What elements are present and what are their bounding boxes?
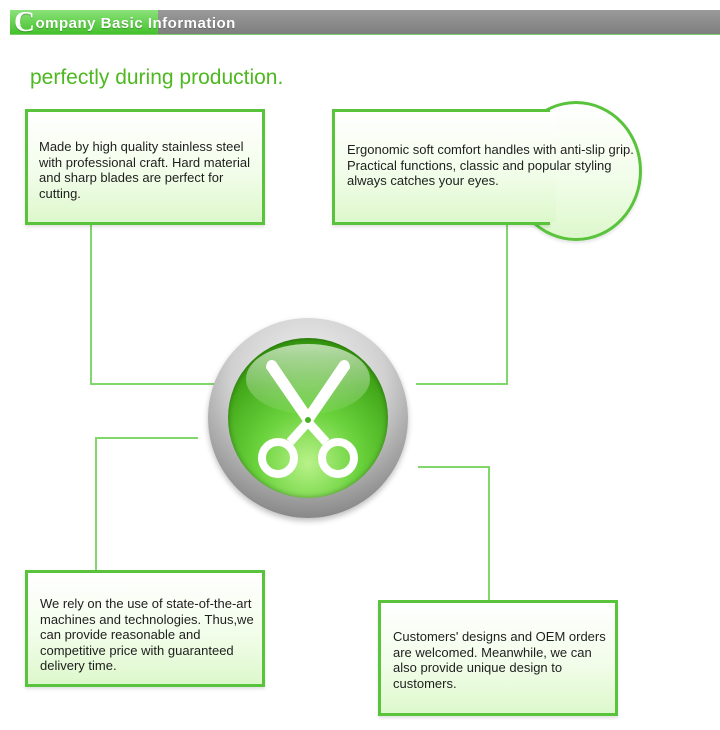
scissors-emblem (208, 318, 408, 518)
feature-text-ergonomic (347, 142, 647, 189)
connector-line (506, 225, 508, 385)
section-title-text: ompany Basic Information (35, 15, 236, 32)
feature-box-technology (25, 570, 265, 687)
connector-line (95, 437, 97, 570)
feature-text-technology: We rely on the use of state-of-the-art machines and technologies. Thus,we can provide reasonable and competitive price with guaranteed delivery time. (40, 596, 254, 674)
feature-text-ergonomic-content: Ergonomic soft comfort handles with anti-slip grip. Practical functions, classic and popular styling always catches your eyes. (347, 142, 634, 189)
section-title (14, 6, 236, 38)
feature-text-quality: Made by high quality stainless steel with professional craft. Hard material and sharp blades are perfect for cutting. (39, 139, 250, 201)
section-title-initial: C (14, 6, 36, 38)
scissors-icon (228, 338, 388, 498)
tagline: perfectly during production. (30, 66, 284, 89)
connector-line (95, 437, 198, 439)
feature-box-oem (378, 600, 618, 716)
feature-text-oem: Customers' designs and OEM orders are welcomed. Meanwhile, we can also provide unique design to customers. (393, 629, 606, 691)
connector-line (416, 383, 508, 385)
connector-line (488, 466, 490, 600)
connector-line (90, 383, 220, 385)
connector-line (418, 466, 490, 468)
feature-box-quality (25, 109, 265, 225)
connector-line (90, 225, 92, 385)
